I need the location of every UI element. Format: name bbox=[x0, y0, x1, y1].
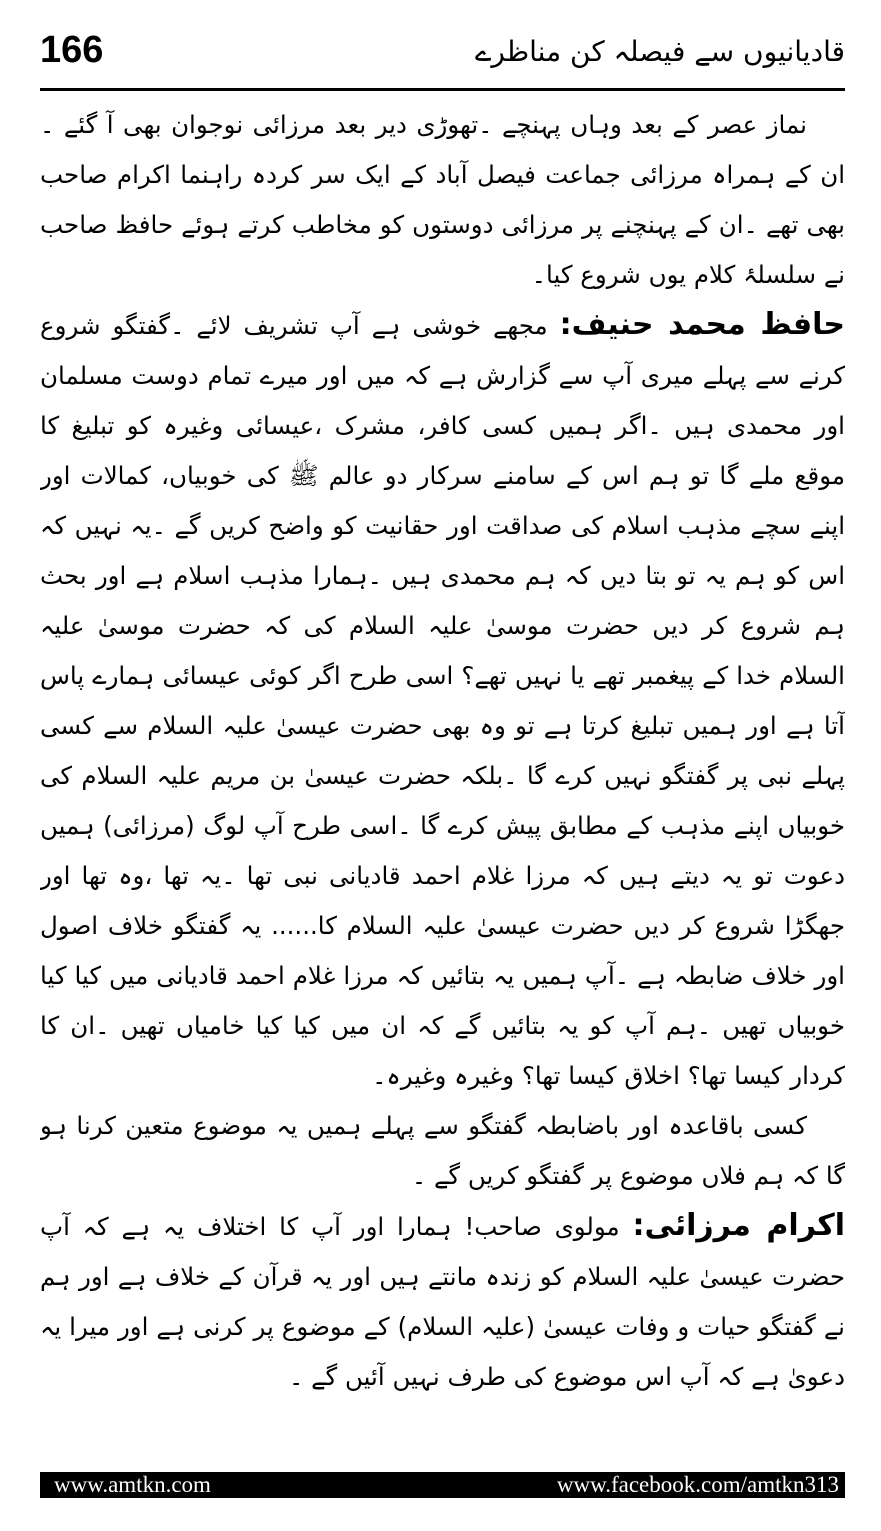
page-body bbox=[40, 100, 845, 1450]
speaker-name: حافظ محمد حنیف: bbox=[559, 307, 845, 342]
header-divider bbox=[40, 88, 845, 91]
page-footer bbox=[40, 1472, 845, 1498]
running-title: قادیانیوں سے فیصلہ کن مناظرے bbox=[474, 35, 845, 68]
website-link[interactable]: www.amtkn.com bbox=[54, 1472, 211, 1497]
speech-text: مولوی صاحب! ہمارا اور آپ کا اختلاف یہ ہے کہ آپ حضرت عیسیٰ علیہ السلام کو زندہ مانتے ہیں اور یہ قرآن کے خلاف ہے اور ہم نے گفتگو حیات و وفات عیسیٰ (علیہ السلام) کے موضوع پر کرنی ہے اور میرا یہ دعویٰ ہے کہ آپ اس موضوع کی طرف نہیں آئیں گے ۔ bbox=[40, 1212, 845, 1391]
facebook-link[interactable]: www.facebook.com/amtkn313 bbox=[556, 1472, 839, 1497]
page-header bbox=[40, 22, 845, 80]
speech-block-ikram bbox=[40, 1201, 845, 1402]
page-number: 166 bbox=[40, 29, 104, 71]
topic-paragraph: کسی باقاعدہ اور باضابطہ گفتگو سے پہلے ہمیں یہ موضوع متعین کرنا ہو گا کہ ہم فلاں موضوع پر گفتگو کریں گے ۔ bbox=[40, 1111, 845, 1190]
speech-text: مجھے خوشی ہے آپ تشریف لائے ۔گفتگو شروع کرنے سے پہلے میری آپ سے گزارش ہے کہ میں اور میرے تمام دوست مسلمان اور محمدی ہیں ۔اگر ہمیں کسی کافر، مشرک ،عیسائی وغیرہ کو تبلیغ کا موقع ملے گا تو ہم اس کے سامنے سرکار دو عالم ﷺ کی خوبیاں، کمالات اور اپنے سچے مذہب اسلام کی صداقت اور حقانیت کو واضح کریں گے ۔یہ نہیں کہ اس کو ہم یہ تو بتا دیں کہ ہم محمدی ہیں ۔ہمارا مذہب اسلام ہے اور بحث ہم شروع کر دیں حضرت موسیٰ علیہ السلام کی کہ حضرت موسیٰ علیہ السلام خدا کے پیغمبر تھے یا نہیں تھے؟ اسی طرح اگر کوئی عیسائی ہمارے پاس آتا ہے اور ہمیں تبلیغ کرتا ہے تو وہ بھی حضرت عیسیٰ علیہ السلام سے کسی پہلے نبی پر گفتگو نہیں کرے گا ۔بلکہ حضرت عیسیٰ بن مریم علیہ السلام کی خوبیاں اپنے مذہب کے مطابق پیش کرے گا ۔اسی طرح آپ لوگ (مرزائی) ہمیں دعوت تو یہ دیتے ہیں کہ مرزا غلام احمد قادیانی نبی تھا ۔یہ تھا ،وہ تھا اور جھگڑا شروع کر دیں حضرت عیسیٰ علیہ السلام کا...... یہ گفتگو خلاف اصول اور خلاف ضابطہ ہے ۔آپ ہمیں یہ بتائیں کہ مرزا غلام احمد قادیانی میں کیا کیا خوبیاں تھیں ۔ہم آپ کو یہ بتائیں گے کہ ان میں کیا کیا خامیاں تھیں ۔ان کا کردار کیسا تھا؟ اخلاق کیسا تھا؟ وغیرہ وغیرہ۔ bbox=[40, 311, 845, 1090]
speech-block-hafiz bbox=[40, 300, 845, 1101]
speaker-name: اکرام مرزائی: bbox=[632, 1208, 845, 1243]
intro-paragraph: نماز عصر کے بعد وہاں پہنچے ۔تھوڑی دیر بعد مرزائی نوجوان بھی آ گئے ۔ان کے ہمراہ مرزائی جماعت فیصل آباد کے ایک سر کردہ راہنما اکرام صاحب بھی تھے ۔ان کے پہنچنے پر مرزائی دوستوں کو مخاطب کرتے ہوئے حافظ صاحب نے سلسلۂ کلام یوں شروع کیا۔ bbox=[40, 110, 845, 289]
